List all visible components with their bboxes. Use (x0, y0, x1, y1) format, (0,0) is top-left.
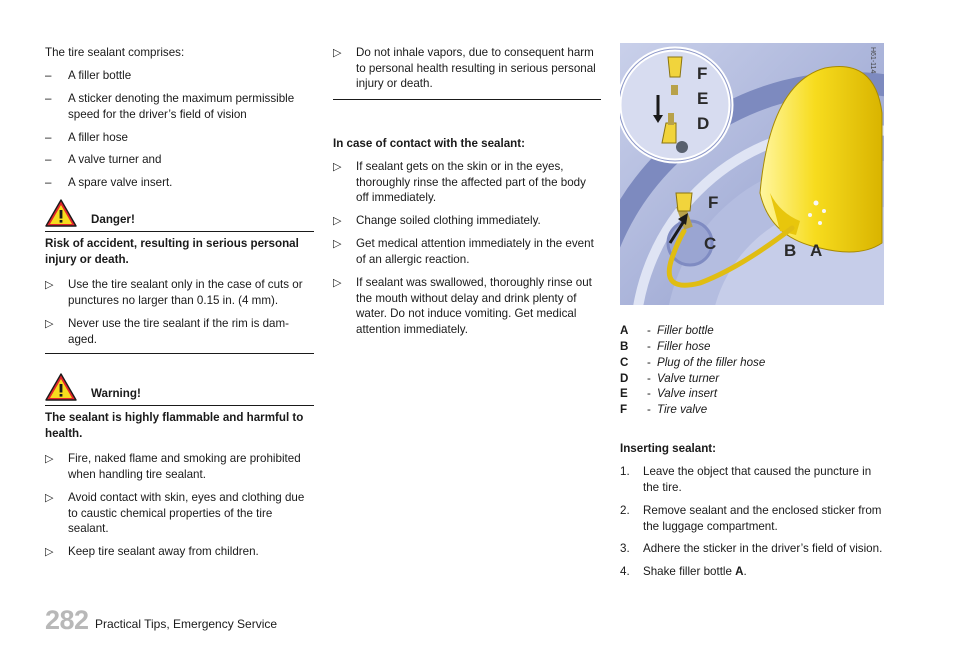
triangle-right-icon: ▷ (45, 318, 54, 330)
tire-sealant-illustration (620, 43, 884, 305)
list-item: ▷ Keep tire sealant away from children. (45, 544, 314, 560)
figure-label-f: F (697, 64, 708, 83)
step-item: 3. Adhere the sticker in the driver’s field of vision. (620, 542, 883, 555)
list-item: ▷ Change soiled clothing immediately. (333, 213, 601, 229)
warning-headline: The sealant is highly flammable and harmful to health. (45, 411, 304, 440)
figure-label-f2: F (708, 193, 719, 212)
list-item: ▷ Fire, naked flame and smoking are prohibited when handling tire sealant. (45, 452, 301, 481)
list-item: ▷ Get medical attention immediately in the event of an allergic reaction. (333, 237, 594, 266)
list-item: ▷ If sealant was swallowed, thoroughly rinse out the mouth without delay and drink plenty of water. Do not induce vomiting. Get medical attention immediately. (333, 276, 592, 336)
figure-label-e: E (697, 89, 709, 108)
triangle-right-icon: ▷ (333, 215, 342, 227)
page-number: 282 (45, 605, 89, 635)
triangle-right-icon: ▷ (333, 238, 342, 250)
triangle-right-icon: ▷ (45, 492, 54, 504)
triangle-right-icon: ▷ (333, 161, 342, 173)
figure-label-b: B (784, 241, 797, 260)
divider (45, 353, 314, 354)
list-item: – A valve turner and (45, 153, 162, 166)
divider (333, 99, 601, 100)
danger-headline: Risk of accident, resulting in serious personal injury or death. (45, 237, 299, 266)
list-item: – A spare valve insert. (45, 176, 173, 189)
triangle-right-icon: ▷ (333, 47, 342, 59)
list-item: ▷ If sealant gets on the skin or in the eyes, thoroughly rinse the affected part of the body off immediately. (333, 160, 586, 204)
triangle-right-icon: ▷ (45, 546, 54, 558)
danger-label: Danger! (91, 213, 135, 226)
list-item: – A sticker denoting the maximum permissible speed for the driver’s field of vision (45, 92, 295, 121)
list-item: – A filler bottle (45, 69, 132, 82)
step-item: 1. Leave the object that caused the puncture in the tire. (620, 465, 872, 494)
figure-label-d: D (697, 114, 710, 133)
triangle-right-icon: ▷ (333, 277, 342, 289)
warning-triangle-icon (45, 373, 77, 401)
intro-text: The tire sealant comprises: (45, 46, 185, 59)
dash-bullet: – (45, 69, 52, 82)
figure-label-a: A (810, 241, 823, 260)
contact-heading: In case of contact with the sealant: (333, 137, 525, 150)
illustration-graphic (620, 43, 884, 305)
divider (45, 231, 314, 232)
triangle-right-icon: ▷ (45, 453, 54, 465)
figure-label-c: C (704, 234, 717, 253)
divider (45, 405, 314, 406)
list-item: ▷ Never use the tire sealant if the rim is dam-aged. (45, 317, 290, 346)
list-item: ▷ Use the tire sealant only in the case of cuts or punctures no larger than 0.15 in. (4 mm). (45, 278, 303, 307)
dash-bullet: – (45, 153, 52, 166)
list-item: ▷ Avoid contact with skin, eyes and clothing due to caustic chemical properties of the tire sealant. (45, 491, 305, 535)
section-title: Practical Tips, Emergency Service (95, 617, 278, 631)
triangle-right-icon: ▷ (45, 279, 54, 291)
figure-code: H61-114 (869, 47, 876, 74)
warning-label: Warning! (91, 387, 141, 400)
dash-bullet: – (45, 92, 52, 105)
step-item: 4. Shake filler bottle A. (620, 565, 747, 578)
warning-triangle-icon (45, 199, 77, 227)
list-item: – A filler hose (45, 131, 128, 144)
step-item: 2. Remove sealant and the enclosed sticker from the luggage compartment. (620, 504, 882, 533)
inserting-heading: Inserting sealant: (620, 442, 716, 455)
list-item: ▷ Do not inhale vapors, due to consequent harm to personal health resulting in serious personal injury or death. (333, 46, 596, 90)
dash-bullet: – (45, 176, 52, 189)
dash-bullet: – (45, 131, 52, 144)
